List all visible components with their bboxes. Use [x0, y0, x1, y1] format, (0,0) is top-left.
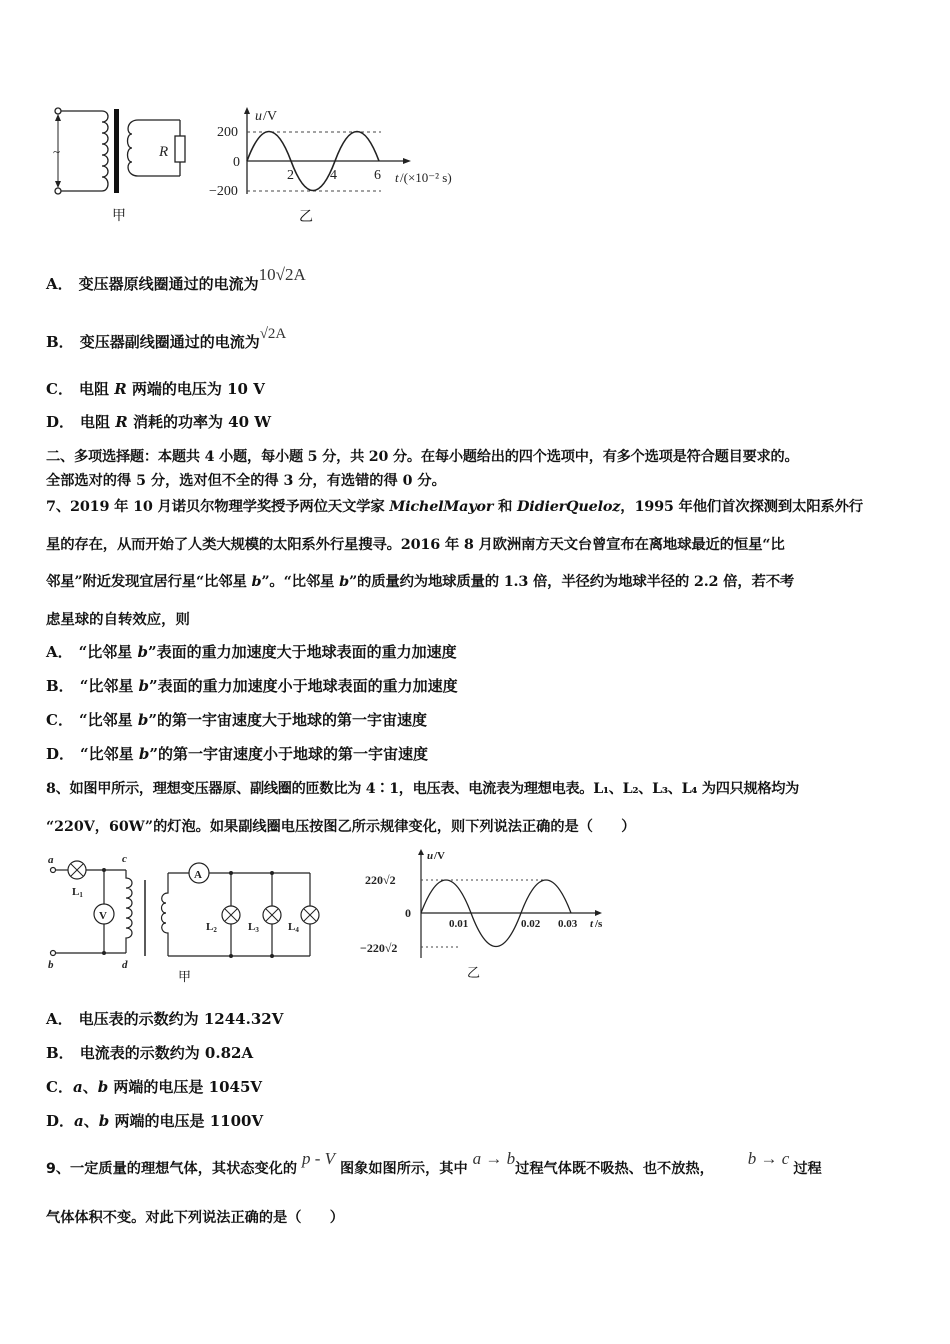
svg-text:/V: /V [434, 850, 445, 862]
q7-option-c: C． “比邻星 b”的第一宇宙速度大于地球的第一宇宙速度 [46, 711, 427, 729]
svg-text:t: t [395, 170, 399, 185]
q8-option-c: C．a、b 两端的电压是 1045V [46, 1078, 263, 1096]
q6-voltage-chart [205, 106, 475, 206]
svg-text:c: c [122, 853, 127, 865]
svg-text:V: V [99, 910, 107, 922]
svg-text:−200: −200 [209, 184, 238, 199]
q8-option-b: B． 电流表的示数约为 0.82A [46, 1044, 254, 1062]
q7-stem-line3: 邻星”附近发现宜居行星“比邻星 b”。“比邻星 b”的质量约为地球质量的 1.3 倍，半径约为地球半径的 2.2 倍，若不考 [46, 573, 795, 590]
q9-stem-line2: 气体体积不变。对此下列说法正确的是（ ） [46, 1210, 344, 1226]
q7-option-b: B． “比邻星 b”表面的重力加速度小于地球表面的重力加速度 [46, 677, 458, 695]
q8-voltage-chart [355, 846, 625, 961]
q8-circuit-diagram [44, 848, 334, 968]
svg-text:u: u [427, 850, 434, 862]
svg-text:/(×10⁻² s): /(×10⁻² s) [400, 170, 452, 185]
svg-text:0.03: 0.03 [558, 918, 578, 930]
math-expression: 10√2A [258, 265, 306, 284]
svg-text:0.01: 0.01 [449, 918, 469, 930]
math-a-to-b: a → b [472, 1149, 516, 1168]
q6-figure-yi-caption: 乙 [299, 209, 313, 225]
q8-stem-line1: 8、如图甲所示，理想变压器原、副线圈的匝数比为 4∶1，电压表、电流表为理想电表。L₁、L₂、L₃、L₄ 为四只规格均为 [46, 781, 800, 797]
q7-stem-line4: 虑星球的自转效应，则 [46, 611, 190, 628]
q8-stem-line2: “220V，60W”的灯泡。如果副线圈电压按图乙所示规律变化，则下列说法正确的是（ ） [46, 819, 636, 835]
q6-figure-jia [44, 102, 194, 222]
svg-text:L1: L1 [72, 886, 83, 899]
svg-text:A: A [194, 869, 202, 881]
svg-text:L4: L4 [288, 921, 299, 934]
svg-text:2: 2 [287, 168, 294, 183]
q8-figure-jia [44, 848, 334, 983]
svg-text:L3: L3 [248, 921, 259, 934]
section2-instructions-line2: 全部选对的得 5 分，选对但不全的得 3 分，有选错的得 0 分。 [46, 473, 446, 489]
q6-figure-yi [205, 106, 475, 224]
q7-option-a: A． “比邻星 b”表面的重力加速度大于地球表面的重力加速度 [46, 643, 457, 661]
q7-stem-line1: 7、2019 年 10 月诺贝尔物理学奖授予两位天文学家 MichelMayor 和 DidierQueloz，1995 年他们首次探测到太阳系外行 [46, 498, 863, 515]
svg-text:a: a [48, 854, 54, 866]
svg-text:0: 0 [233, 155, 240, 170]
q9-stem-line1: 9、一定质量的理想气体，其状态变化的 p - V 图象如图所示，其中 a → b过程气体既不吸热、也不放热，b → c过程 [46, 1149, 822, 1177]
q6-option-b: B． 变压器副线圈通过的电流为√2A [46, 326, 287, 351]
transformer-circuit-diagram [44, 102, 194, 222]
q7-option-d: D． “比邻星 b”的第一宇宙速度小于地球的第一宇宙速度 [46, 745, 429, 763]
q8-option-a: A． 电压表的示数约为 1244.32V [46, 1010, 284, 1028]
section2-instructions-line1: 二、多项选择题：本题共 4 小题，每小题 5 分，共 20 分。在每小题给出的四个选项中，有多个选项是符合题目要求的。 [46, 449, 799, 465]
q6-option-d: D． 电阻 R 消耗的功率为 40 W [46, 413, 272, 431]
svg-text:/V: /V [263, 109, 277, 124]
math-expression: √2A [259, 326, 287, 342]
q8-figure-yi-caption: 乙 [467, 966, 481, 981]
q6-option-a: A． 变压器原线圈通过的电流为10√2A [46, 265, 306, 293]
math-pv: p - V [302, 1149, 336, 1168]
q6-option-c: C． 电阻 R 两端的电压为 10 V [46, 380, 265, 398]
q8-figure-jia-caption: 甲 [178, 970, 192, 985]
svg-text:u: u [255, 109, 262, 124]
svg-text:R: R [159, 144, 169, 160]
svg-text:/s: /s [595, 918, 603, 930]
q6-figure-jia-caption: 甲 [112, 208, 126, 224]
q8-figure-yi [355, 846, 625, 981]
svg-text:0: 0 [405, 906, 411, 920]
svg-text:220√2: 220√2 [365, 873, 396, 887]
svg-text:d: d [122, 959, 128, 968]
svg-text:4: 4 [330, 168, 337, 183]
svg-text:200: 200 [217, 125, 238, 140]
svg-text:6: 6 [374, 168, 381, 183]
svg-text:~: ~ [53, 144, 61, 159]
svg-text:b: b [48, 959, 54, 968]
svg-text:−220√2: −220√2 [360, 941, 398, 955]
math-b-to-c: b → c [747, 1149, 790, 1168]
q7-stem-line2: 星的存在，从而开始了人类大规模的太阳系外行星搜寻。2016 年 8 月欧洲南方天文台曾宣布在离地球最近的恒星“比 [46, 536, 785, 553]
q8-option-d: D．a、b 两端的电压是 1100V [46, 1112, 264, 1130]
svg-text:0.02: 0.02 [521, 918, 541, 930]
svg-text:L2: L2 [206, 921, 217, 934]
svg-text:t: t [590, 918, 594, 930]
